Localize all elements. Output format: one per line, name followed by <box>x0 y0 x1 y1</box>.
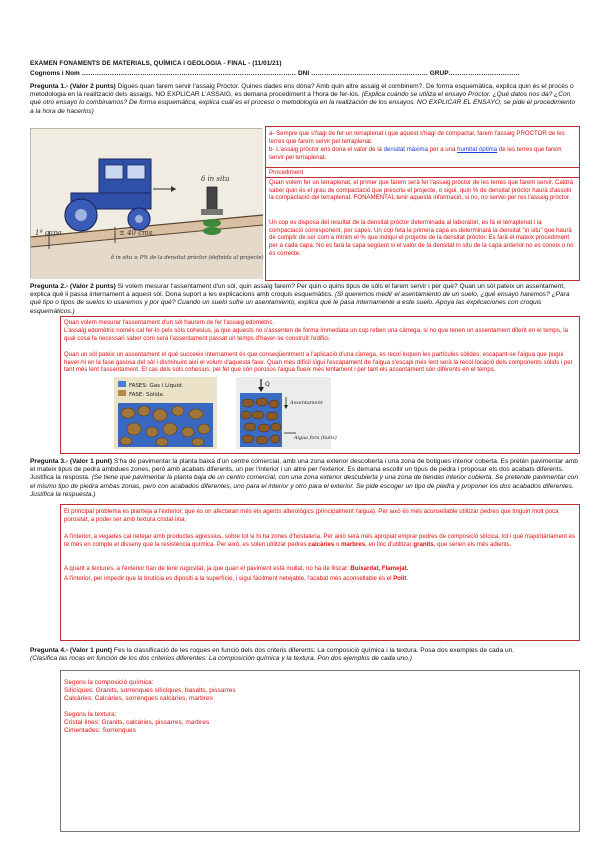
q4-line-3: Calcàries: Calcàries, sorrenques calcàries, marbres <box>64 695 213 703</box>
soil-phases-figure <box>114 377 217 449</box>
sketch-label-formula: δ in situ ≥ P% de la densitat pròctor (definida al projecte) <box>111 255 264 261</box>
question-2-label: Pregunta 2.- (Valor 2 punts) <box>30 283 116 290</box>
question-1-label: Pregunta 1.- (Valor 2 punts) <box>30 83 116 90</box>
question-4-answer <box>64 679 576 736</box>
question-4-answer-box <box>60 670 580 832</box>
question-2-answer-paragraph-2: L'assaig edomètric només cal fer-lo pels sòls cohesius, ja que aquests no s'assenten de forma immediata un cop reben una càrrega, si no que tenen un assentament diferit en el temps, la qual cosa fa necessari saber com serà l'assentament passat un temps d'haver-se construït l'edifici. <box>64 327 568 342</box>
question-2-prompt <box>30 283 580 316</box>
question-3-label: Pregunta 3.- (Valor 1 punt) <box>30 458 113 465</box>
q4-line-6: Cristal·lines: Granits, calcàries, pissarres, marbres <box>64 719 210 727</box>
figure-label-gas-liquid: FASES: Gas i Líquid. <box>129 383 184 389</box>
question-2-text: Si volem mesurar l'assentament d'un sòl, quin assaig farem? Per quin o quins tipus de sòls el farem servir i per què? Quan un sòl pateix un assentament, explica què li passa internament a aquest sòl. Dona suport a les explicacions amb croquis esquemàtics. <box>30 283 566 299</box>
sketch-label-cm: ± 40 cms. <box>119 229 155 237</box>
q4-line-7: Cimentades: Sorrenques <box>64 727 136 735</box>
question-3-answer-paragraph-1: El principal problema es planteja a l'exterior, que és on afectaran més els agents alterològics (principalment l'aigua). Per això és més aconsellable utilitzar pedres que tinguin molt poca porositat, a poder ser amb textura cristal·lina. <box>64 508 559 523</box>
figure-label-assentament: Assentament <box>290 400 323 406</box>
sketch-label-capa: 1ª capa <box>35 229 62 237</box>
question-4-prompt <box>30 647 580 663</box>
question-1-procedure-paragraph-1: Quan volem fer un terraplenat, el primer que farem serà fer l'assaig pròctor de les terres que farem servir. Caldrà saber quin és el grau de compactació que prescriu el projecte, o sigui, quin % de densitat pròctor haurà d'assolir la compactació del terraplenat. FONAMENTAL tenir aquesta informació, si no, no servei per res l'assaig pròctor. <box>269 179 573 202</box>
question-1-text-es: (Explica cuándo se utiliza el ensayo Próctor. ¿Qué datos nos da? ¿Con qué otro ensayo lo combinamos? De forma esquemática, explica cuál es el proceso o metodología en la realización de los ensayos. NO EXPLICAR EL ENSAYO, se pide el procedimiento a la hora de hacerlos) <box>30 91 576 115</box>
q4-line-2: Silícïques: Granits, sorrenques silíciques, basalts, pissarres <box>64 687 236 695</box>
question-1-answer-a: a- Sempre que s'hagi de fer un terraplenat i que aquest s'hagi de compactar, farem l'assaig PROCTOR de les terres que farem servir pel terraplenat. <box>269 130 565 145</box>
q4-line-1: Segons la composició química: <box>64 679 154 686</box>
exam-title: EXAMEN FONAMENTS DE MATERIALS, QUÍMICA I GEOLOGIA - FINAL - (11/01/21) <box>30 60 282 67</box>
figure-label-load-q: Q <box>265 381 270 388</box>
q4-line-4 <box>64 703 576 711</box>
question-1-procedure-title: Procediment <box>269 169 304 176</box>
question-2-text-es: (Si queremos medir el asentamiento de un suelo, ¿qué ensayo haremos? ¿Para qué tipo o tipos de suelos lo usaremos y por qué? Cuando un suelo sufre un asentamiento, explica qué le pasa internamente a este suelo. Apoya las explicaciones con croquis esquemáticos.) <box>30 291 570 315</box>
question-3-answer-paragraph-3a: A quant a textures, a l'exterior han de tenir rugositat, ja que quan el paviment està mullat, no ha de lliscar: Buixardat, Flamejat. <box>64 565 409 572</box>
question-2-answer-paragraph-3: Quan un sòl pateix un assentament el què succeeix internament és que conseqüentment a l'aplicació d'una càrrega, es recol·loquen les partícules sòlides, escapant-se l'aigua que pugui haver-hi en la fase gasosa del sòl i disminuint així el volum d'aquesta fase. Quan més difícil sigui l'escapament de l'aigua s'escapi més lent serà la recol·locació dels components sòlids i per tant més lent l'assentament. El cas dels sòls cohesius, pel fet que són porosos l'aigua flueix més lentament i per tant els assentament són diferents en el temps. <box>64 351 573 374</box>
question-1-answer-b: b- L'assaig pròctor ens dona el valor de la densitat màxima per a una humitat òptima de les terres que farem servir pel terraplenat. <box>269 146 562 161</box>
sketch-label-in-situ: δ in situ <box>201 175 230 183</box>
question-1-text: Digues quan farem servir l'assaig Pròctor. Quines dades ens dóna? Amb quin altre assaig el combinem?. De forma esquemàtica, explica quin és el procés o metodologia en la realització dels assaigs. NO EXPLICAR L'ASSAIG, es demana procediment a l'hora de fer-los. <box>30 83 574 99</box>
question-2-answer-box <box>60 316 580 454</box>
name-dni-group-line: Cognoms i Nom ……………………………………………………………………………………… DNI ……………………………………………… GRUP…………………………… <box>30 70 521 77</box>
proctor-sketch-drawing <box>31 129 263 279</box>
question-1-prompt <box>30 83 580 116</box>
question-3-answer-paragraph-2: A l'interior, a vegades cal netejar amb productes agressius, sobre tot si hi ha zones d'hostaleria. Per això serà més apropiat emprar pedres de composició silícica, tot i què majoritàriament es té més en compte el disseny que la resistència química. Per això, es solen utilitzar pedres calcàries o marbres, en lloc d'utilitzar granits, que serien els més adients. <box>64 533 576 548</box>
question-1-procedure-paragraph-2: Un cop es disposa del resultat de la densitat pròctor determinada al laboratori, es fa el terraplenat i la compactació corresponent, per capes. Un cop feta la primera capa es determinarà la densitat "in situ" que haurà de complir de ser com a mínim el % que indiqui el projecte de la densitat pròctor. Es farà el mateix procediment per a cada capa. No es farà la capa següent si el valor de la densitat in situ de la capa anterior no es coneix o no és correcte. <box>269 219 574 257</box>
question-4-text: Fes la classificació de les roques en funció dels dos criteris diferents: La composició química i la textura. Posa dos exemples de cada un. <box>112 647 515 654</box>
question-2-answer-paragraph-1: Quan volem mesurar l'assentament d'un sòl haurem de fer l'assaig edomètric. <box>64 319 275 326</box>
settlement-figure <box>236 377 337 449</box>
question-3-answer-box <box>60 504 580 641</box>
question-3-prompt <box>30 458 580 499</box>
question-3-text: S'ha de pavimentar la planta baixa d'un centre comercial, amb una zona exterior descoberta i una zona de botigues interior coberta. Es pretén pavimentar amb el mateix tipus de pedra ambdues zones, però amb acabats diferents, un per l'interior i un altre per l'exterior. Es demana escollir un tipus de pedra i proposar els dos acabats diferents. Justifica la resposta. <box>30 458 578 482</box>
proctor-sketch <box>30 128 262 278</box>
question-4-label: Pregunta 4.- (Valor 1 punt) <box>30 647 113 654</box>
question-3-text-es: (Se tiene que pavimentar la planta baja de un centro comercial, con una zona exterior descubierta y una zona de tiendas interior cubierta. Se pretende pavimentar con el mismo tipo de piedra ambas zonas, pero con acabados diferentes, uno para el interior y otro para el exterior. Se pide escoger un tipo de piedra y proponer los dos acabados diferentes. Justifica la respuesta.) <box>30 474 578 498</box>
q4-line-5: Segons la textura: <box>64 711 117 719</box>
question-4-text-es: (Clasifica las rocas en función de los dos criterios diferentes: La composición química y la textura. Pon dos ejemplos de cada uno.) <box>30 655 412 663</box>
figure-label-solid: FASE: Sòlida. <box>129 392 165 398</box>
figure-label-aigua-fora: Aigua fora (buits) <box>294 436 337 441</box>
question-3-answer-paragraph-3b: A l'interior, per impedir que la brutícia es dipositi a la superfície, i sigui fàcilment netejable, l'acabat més aconsellable és el Polit. <box>64 575 409 582</box>
question-1-answer-box <box>265 126 580 281</box>
